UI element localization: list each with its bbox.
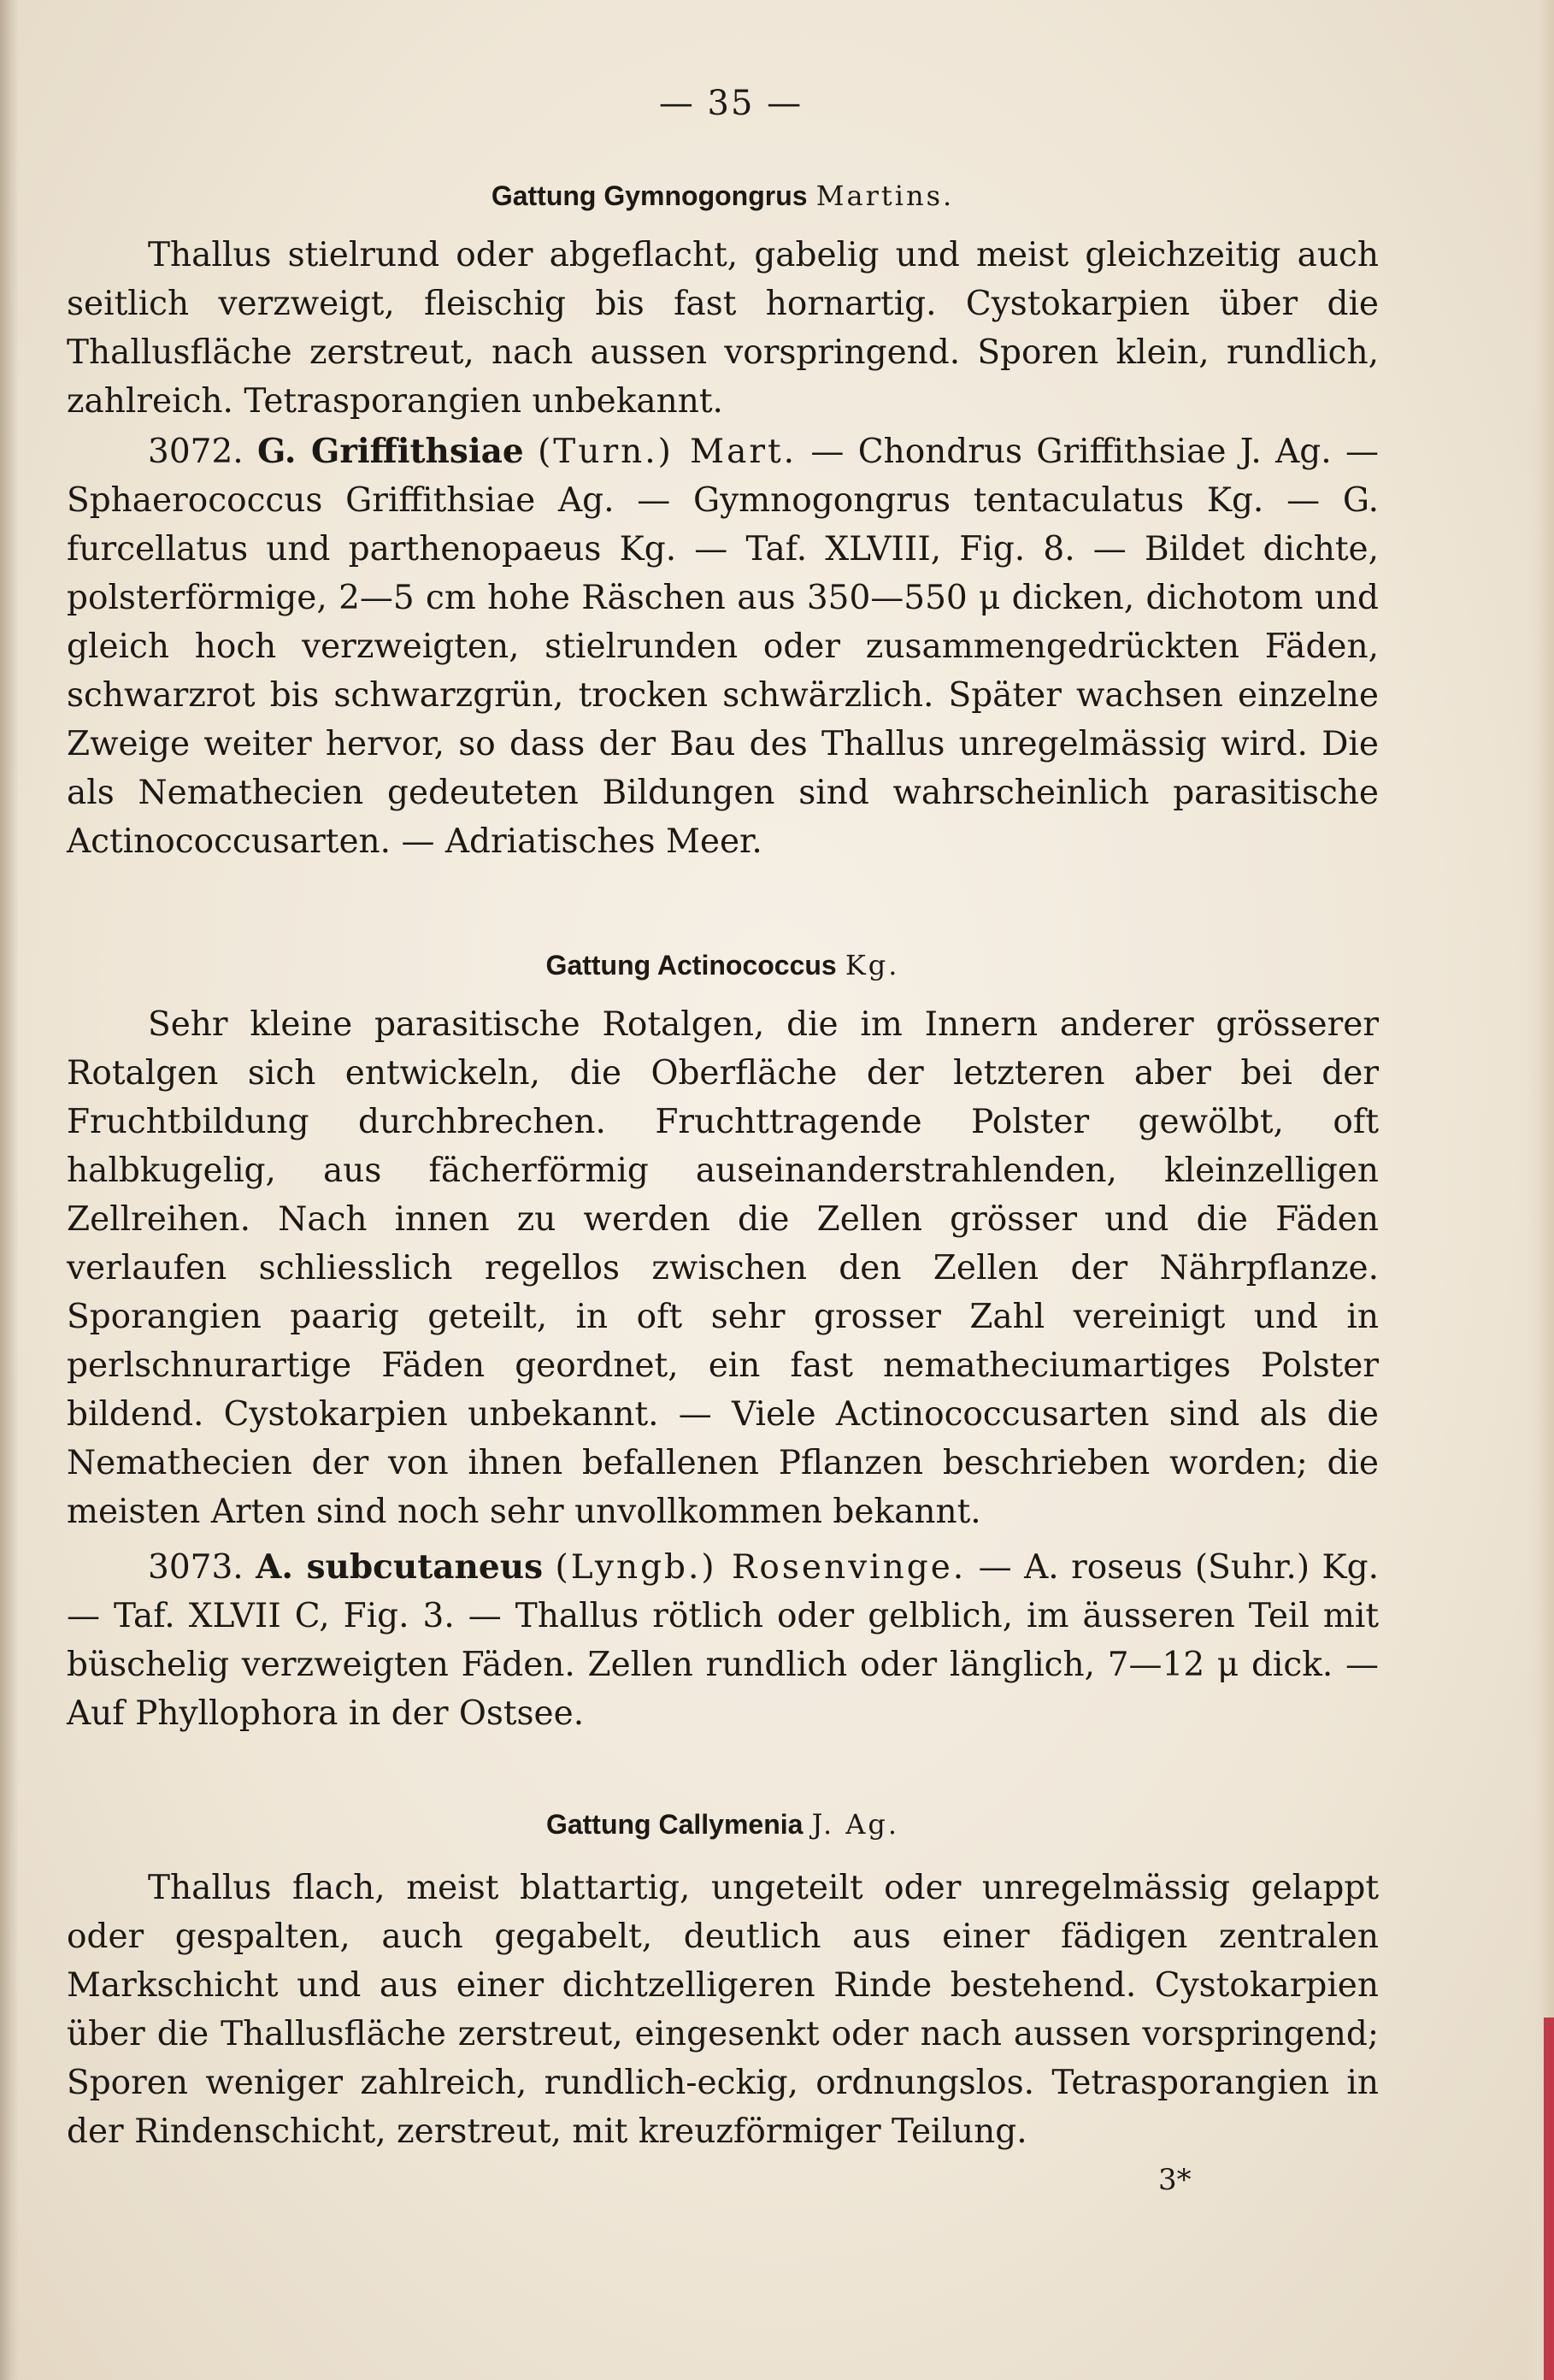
genus-name: Gattung Actinococcus	[545, 950, 837, 981]
genus-heading-actinococcus	[67, 949, 1379, 981]
genus-description-actinococcus: Sehr kleine parasitische Rotalgen, die im Innern anderer grösserer Rotalgen sich entwickeln, die Oberfläche der letzteren aber bei der Fruchtbildung durchbrechen. Fruchttragende Polster gewölbt, oft halbkugelig, aus fächerförmig auseinanderstrahlenden, kleinzelligen Zellreihen. Nach innen zu werden die Zellen grösser und die Fäden verlaufen schliesslich regellos zwischen den Zellen der Nährpflanze. Sporangien paarig geteilt, in oft sehr grosser Zahl vereinigt und in perlschnurartige Fäden geordnet, ein fast nematheciumartiges Polster bildend. Cystokarpien unbekannt. — Viele Actinococcusarten sind als die Nemathecien der von ihnen befallenen Pflanzen beschrieben worden; die meisten Arten sind noch sehr unvollkommen bekannt.	[67, 1005, 1379, 1531]
genus-name: Gattung Gymnogongrus	[491, 180, 808, 211]
genus-description-callymenia: Thallus flach, meist blattartig, ungeteilt oder unregelmässig gelappt oder gespalten, auch gegabelt, deutlich aus einer fädigen zentralen Markschicht und aus einer dichtzelligeren Rinde bestehend. Cystokarpien über die Thallusfläche zerstreut, eingesenkt oder nach aussen vorspringend; Sporen weniger zahlreich, rundlich-eckig, ordnungslos. Tetrasporangien in der Rindenschicht, zerstreut, mit kreuzförmiger Teilung.	[67, 1869, 1379, 2151]
species-authority: (Lyngb.) Rosenvinge.	[555, 1548, 967, 1587]
genus-author: Martins.	[815, 180, 955, 212]
genus-name: Gattung Callymenia	[545, 1809, 803, 1840]
species-authority: (Turn.) Mart.	[538, 433, 798, 471]
genus-description-gymnogongrus: Thallus stielrund oder abgeflacht, gabelig und meist gleichzeitig auch seitlich verzweigt, fleischig bis fast hornartig. Cystokarpien über die Thallusfläche zerstreut, nach aussen vorspringend. Sporen klein, rundlich, zahlreich. Tetrasporangien unbekannt.	[67, 236, 1379, 421]
species-text: — Chondrus Griffithsiae J. Ag. — Sphaerococcus Griffithsiae Ag. — Gymnogongrus tentaculatus Kg. — G. furcellatus und parthenopaeus Kg. — Taf. XLVIII, Fig. 8. — Bildet dichte, polsterförmige, 2—5 cm hohe Räschen aus 350—550 μ dicken, dichotom und gleich hoch verzweigten, stielrunden oder zusammengedrückten Fäden, schwarzrot bis schwarzgrün, trocken schwärzlich. Später wachsen einzelne Zweige weiter hervor, so dass der Bau des Thallus unregelmässig wird. Die als Nemathecien gedeuteten Bildungen sind wahrscheinlich parasitische Actinococcusarten. — Adriatisches Meer.	[67, 433, 1379, 861]
printer-signature-mark: 3*	[1158, 2163, 1192, 2197]
genus-author: Kg.	[845, 949, 900, 981]
genus-heading-callymenia	[67, 1808, 1379, 1841]
page-gutter-shadow	[0, 0, 19, 2380]
species-entry-3072	[67, 427, 1379, 866]
page-edge-red-mark	[1544, 2018, 1554, 2380]
species-entry-3073	[67, 1543, 1379, 1738]
page-number: — 35 —	[658, 84, 803, 123]
genus-author: J. Ag.	[811, 1808, 900, 1841]
species-text: — A. roseus (Suhr.) Kg. — Taf. XLVII C, Fig. 3. — Thallus rötlich oder gelblich, im äusseren Teil mit büschelig verzweigten Fäden. Zellen rundlich oder länglich, 7—12 μ dick. — Auf Phyllophora in der Ostsee.	[67, 1548, 1379, 1733]
species-name: G. Griffithsiae	[257, 432, 524, 471]
genus-heading-gymnogongrus	[67, 180, 1379, 212]
species-number: 3073.	[148, 1548, 244, 1587]
species-name: A. subcutaneus	[256, 1547, 544, 1587]
species-number: 3072.	[148, 433, 244, 471]
